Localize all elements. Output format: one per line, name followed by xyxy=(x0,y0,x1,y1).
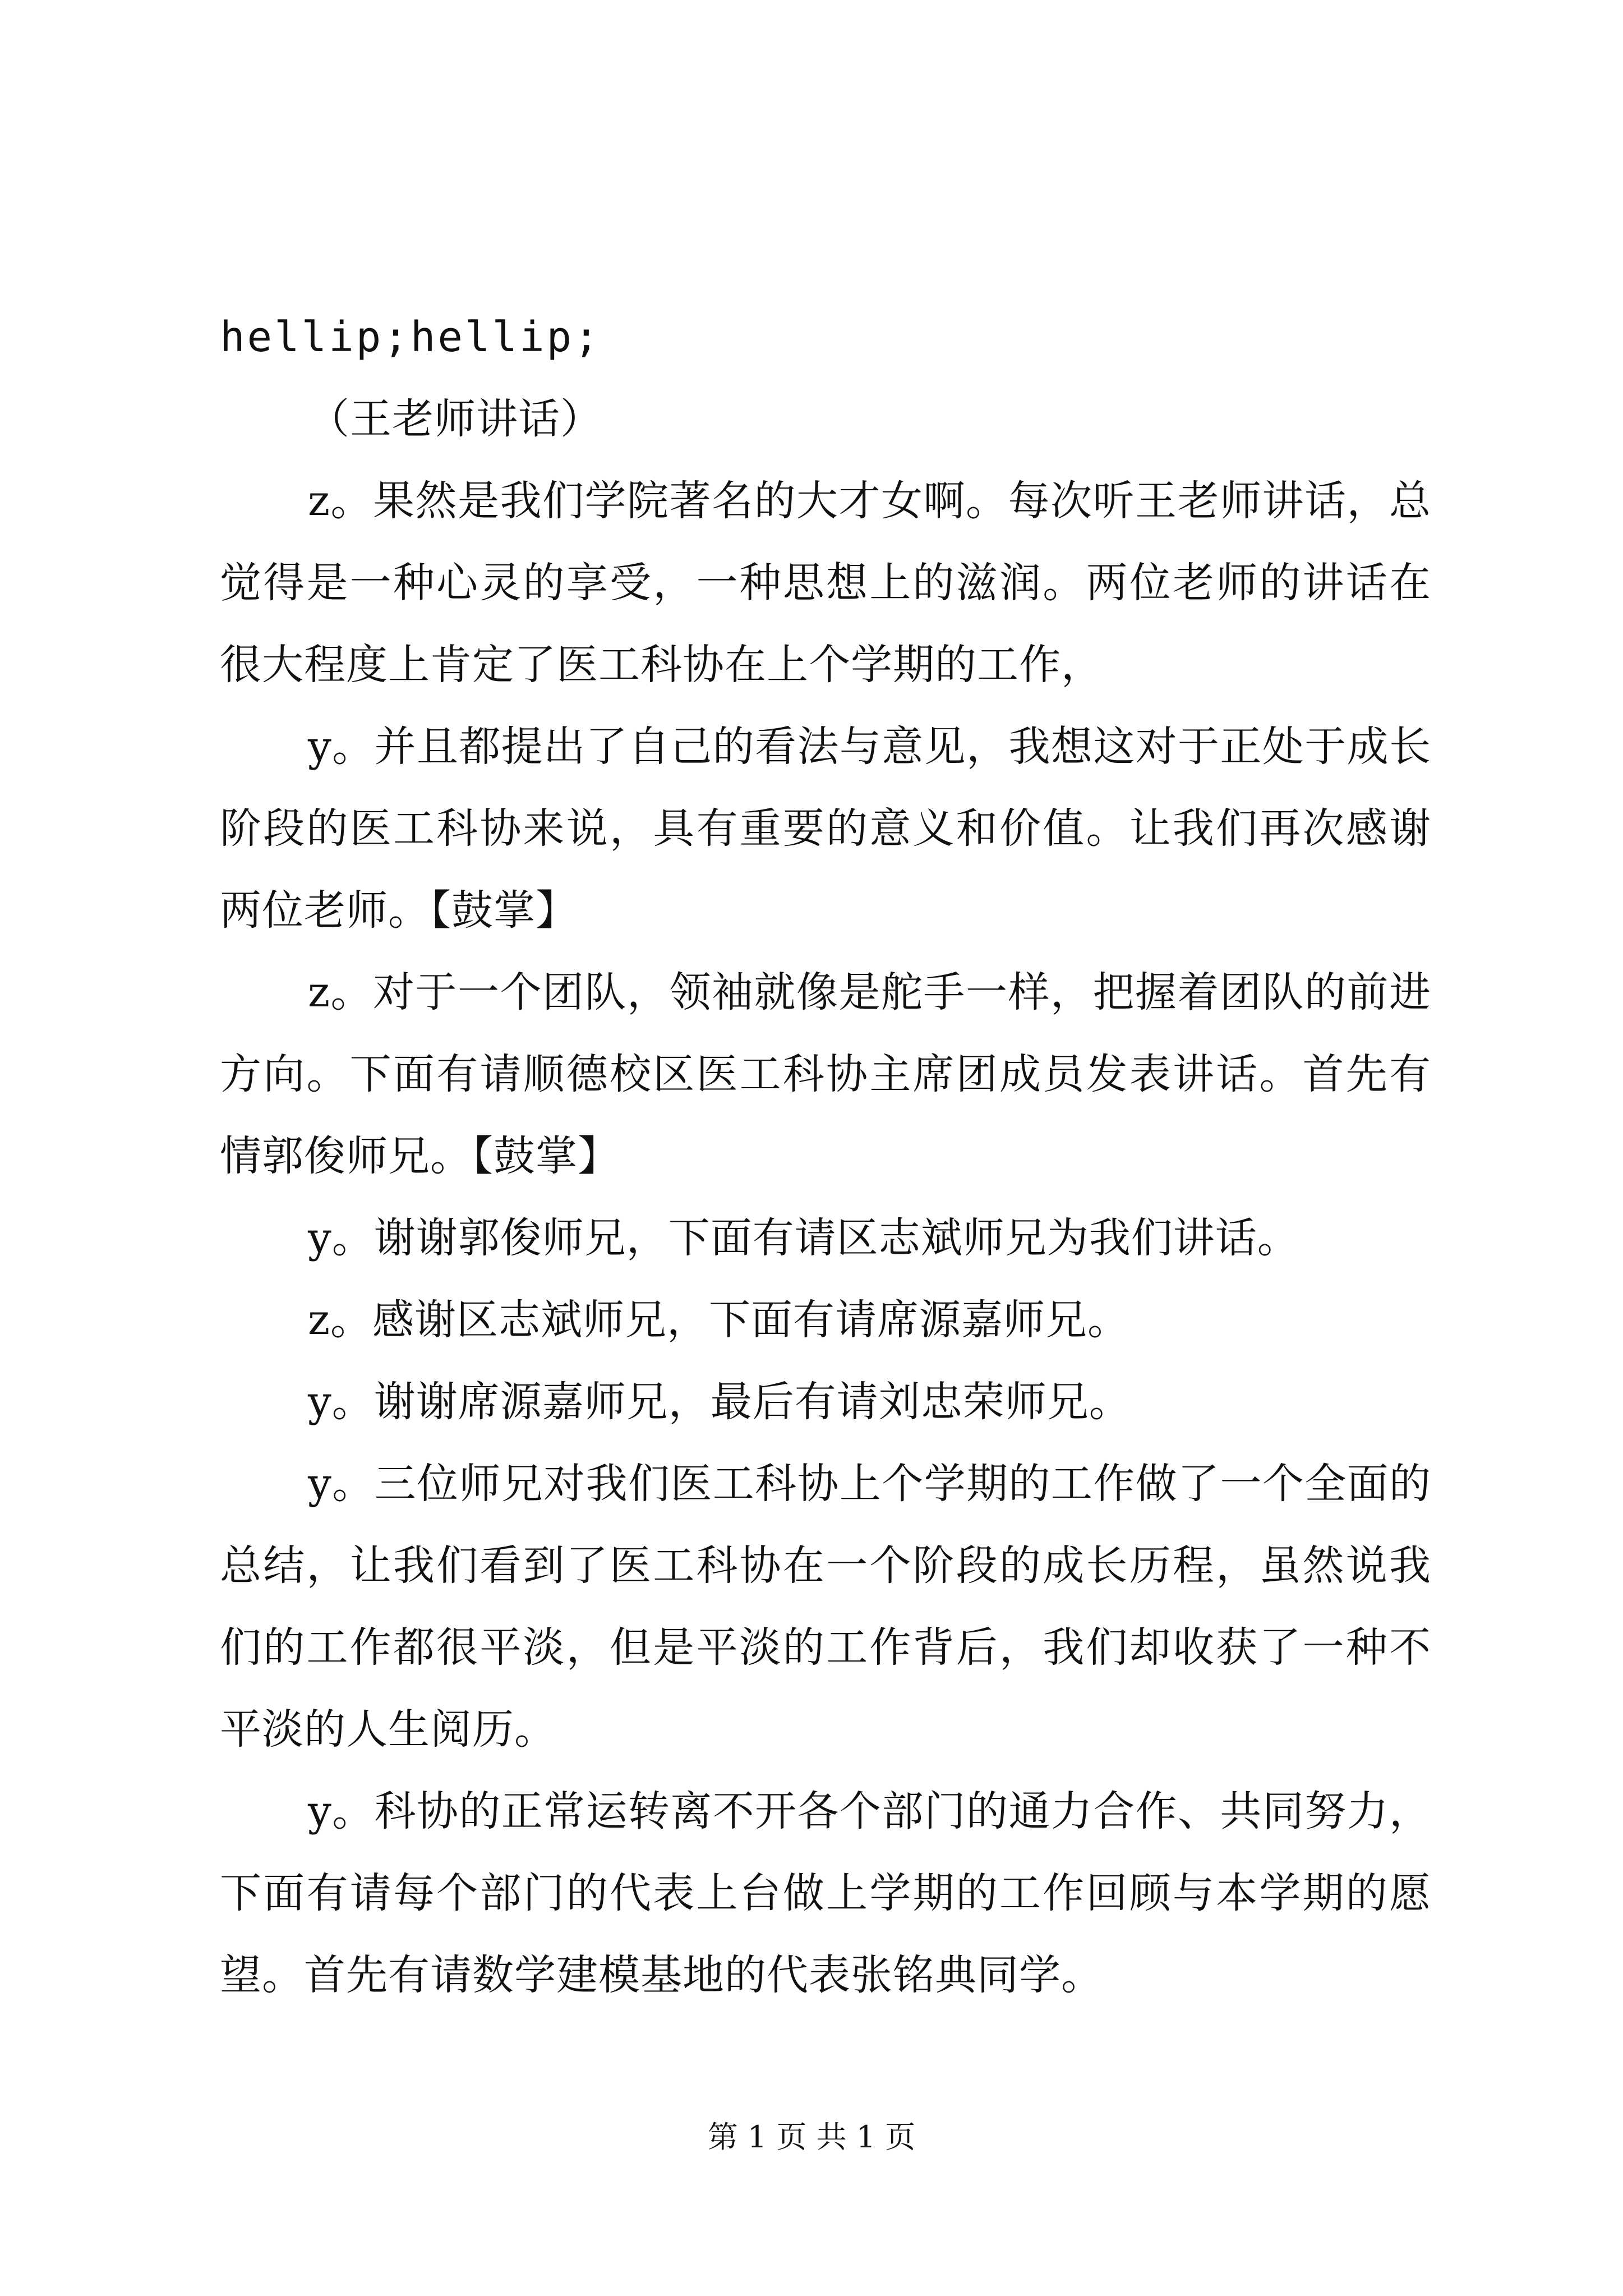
paragraph-stage-note: （王老师讲话） xyxy=(308,395,602,443)
paragraph-ellipsis: hellip;hellip; xyxy=(220,313,601,361)
paragraph: y。谢谢郭俊师兄，下面有请区志斌师兄为我们讲话。 xyxy=(308,1214,1299,1262)
page-number-footer: 第 1 页 共 1 页 xyxy=(707,2119,916,2155)
paragraph: y。科协的正常运转离不开各个部门的通力合作、共同努力，下面有请每个部门的代表上台做上学期的工作回顾与本学期的愿望。首先有请数学建模基地的代表张铭典同学。 xyxy=(220,1787,1431,1999)
paragraph: y。三位师兄对我们医工科协上个学期的工作做了一个全面的总结，让我们看到了医工科协在一个阶段的成长历程，虽然说我们的工作都很平淡，但是平淡的工作背后，我们却收获了一种不平淡的人生阅历。 xyxy=(220,1460,1431,1754)
paragraph: z。果然是我们学院著名的大才女啊。每次听王老师讲话，总觉得是一种心灵的享受，一种思想上的滋润。两位老师的讲话在很大程度上肯定了医工科协在上个学期的工作， xyxy=(220,477,1431,689)
paragraph: z。感谢区志斌师兄，下面有请席源嘉师兄。 xyxy=(308,1296,1129,1344)
paragraph: y。谢谢席源嘉师兄，最后有请刘忠荣师兄。 xyxy=(308,1378,1131,1426)
document-body xyxy=(220,296,1431,2016)
paragraph: z。对于一个团队，领袖就像是舵手一样，把握着团队的前进方向。下面有请顺德校区医工科协主席团成员发表讲话。首先有情郭俊师兄。【鼓掌】 xyxy=(220,968,1431,1180)
paragraph: y。并且都提出了自己的看法与意见，我想这对于正处于成长阶段的医工科协来说，具有重要的意义和价值。让我们再次感谢两位老师。【鼓掌】 xyxy=(220,723,1431,935)
